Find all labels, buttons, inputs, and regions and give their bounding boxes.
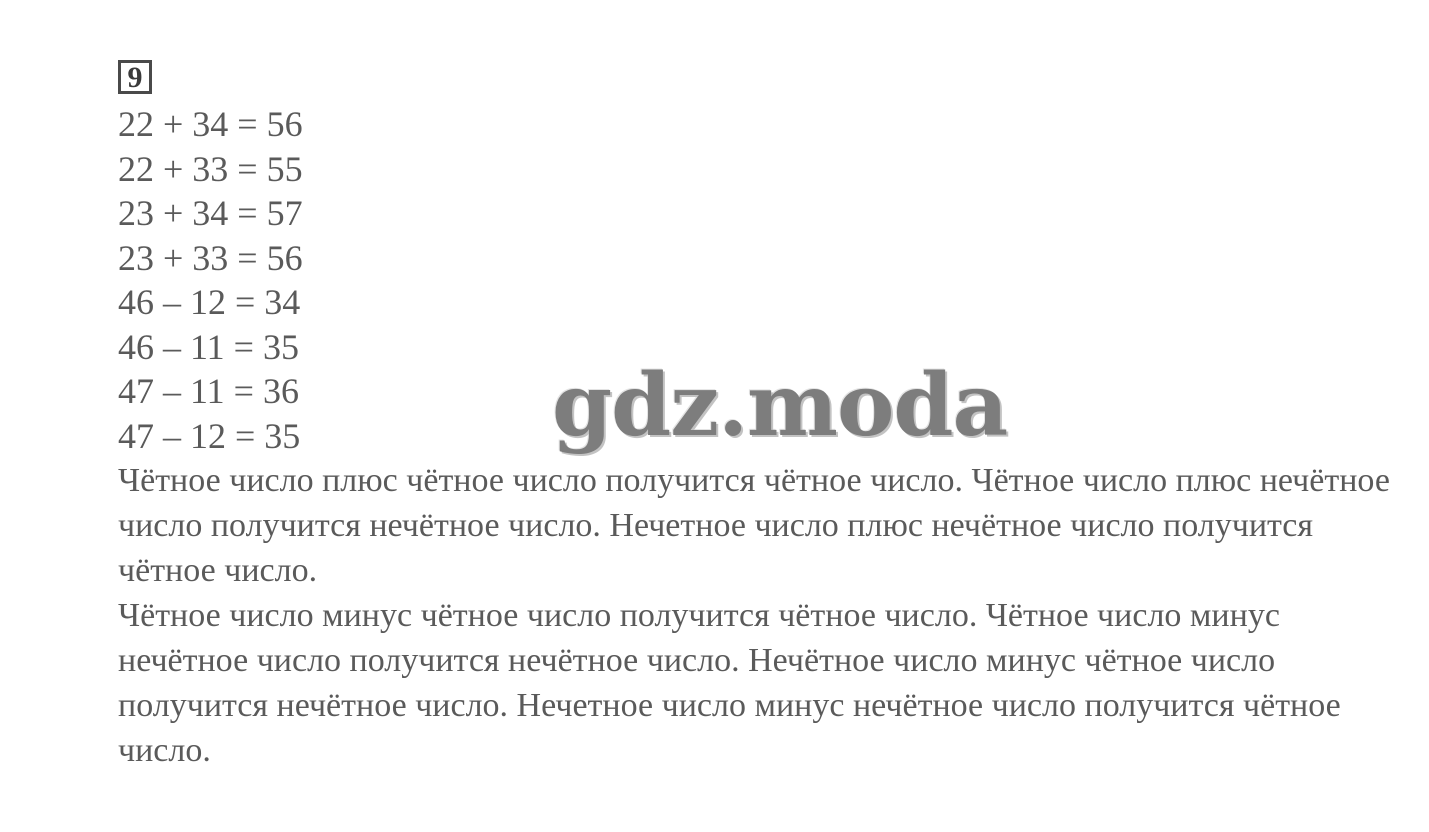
equation-line: 23 + 33 = 56 [118, 237, 303, 278]
equation-line: 22 + 33 = 55 [118, 148, 303, 189]
equation-line: 47 – 11 = 36 [118, 371, 299, 411]
task-number-box: 9 [118, 60, 152, 94]
subtraction-parity-paragraph: Чётное число минус чётное число получится чётное число. Чётное число минус нечётное число получится нечётное число. Нечётное число минус чётное число получится нечётное число. Нечетное число минус нечётное число получится чётное число. [118, 597, 1341, 769]
equation-line: 46 – 11 = 35 [118, 326, 299, 367]
watermark-logo: gdz.moda [552, 355, 1008, 456]
addition-parity-paragraph: Чётное число плюс чётное число получится чётное число. Чётное число плюс нечётное число получится нечётное число. Нечетное число плюс нечётное число получится чётное число. [118, 462, 1390, 589]
equation-line: 23 + 34 = 57 [118, 193, 303, 233]
equation-line: 22 + 34 = 56 [118, 104, 303, 144]
equation-line: 47 – 12 = 35 [118, 415, 301, 456]
equation-line: 46 – 12 = 34 [118, 282, 301, 322]
